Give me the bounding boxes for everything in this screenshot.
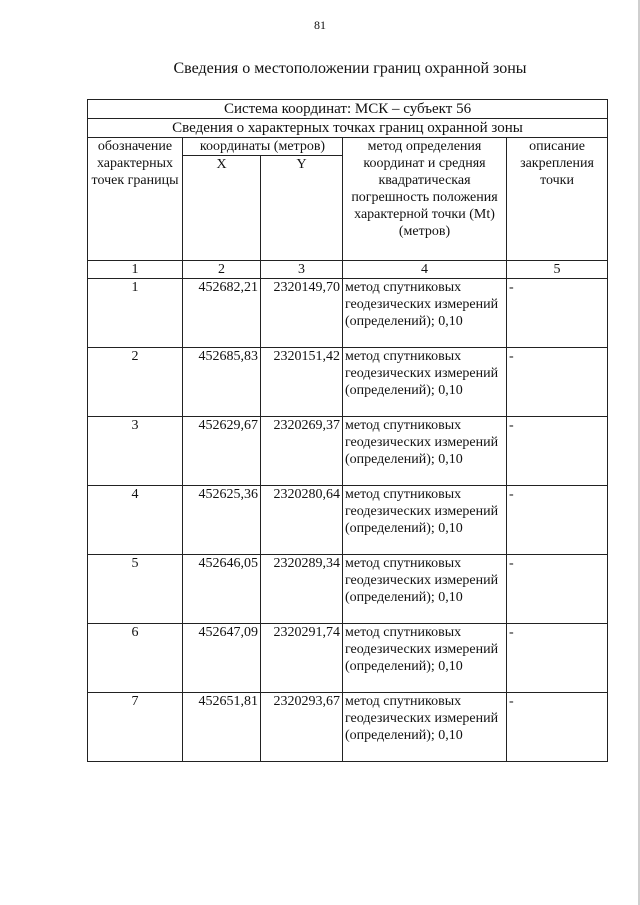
method-value: метод спутниковых геодезических измерений (определений); 0,10 — [343, 486, 507, 555]
method-value: метод спутниковых геодезических измерений (определений); 0,10 — [343, 348, 507, 417]
point-number: 6 — [88, 624, 183, 693]
document-title: Сведения о местоположении границ охранной зоны — [173, 60, 527, 77]
description-value: - — [507, 279, 608, 348]
column-number: 1 — [88, 261, 183, 279]
description-value: - — [507, 624, 608, 693]
x-value: 452646,05 — [183, 555, 261, 624]
column-number: 3 — [261, 261, 343, 279]
y-value: 2320289,34 — [261, 555, 343, 624]
designation-header: обозначение характерных точек границы — [88, 138, 183, 261]
points-info-row — [88, 119, 608, 138]
column-number-row — [88, 261, 608, 279]
description-value: - — [507, 417, 608, 486]
description-value: - — [507, 693, 608, 762]
x-value: 452625,36 — [183, 486, 261, 555]
boundary-points-table — [87, 99, 608, 762]
y-value: 2320269,37 — [261, 417, 343, 486]
description-value: - — [507, 555, 608, 624]
method-header: метод определения координат и средняя квадратическая погрешность положения характерной точки (Mt) (метров) — [343, 138, 507, 261]
column-number: 5 — [507, 261, 608, 279]
coordinates-header: координаты (метров) — [183, 138, 343, 156]
column-number: 4 — [343, 261, 507, 279]
page-number: 81 — [314, 18, 326, 32]
point-number: 5 — [88, 555, 183, 624]
method-value: метод спутниковых геодезических измерений (определений); 0,10 — [343, 624, 507, 693]
point-number: 1 — [88, 279, 183, 348]
description-value: - — [507, 486, 608, 555]
point-number: 4 — [88, 486, 183, 555]
x-header: X — [183, 156, 261, 261]
y-value: 2320293,67 — [261, 693, 343, 762]
x-value: 452682,21 — [183, 279, 261, 348]
point-number: 2 — [88, 348, 183, 417]
header-row — [88, 138, 608, 156]
method-value: метод спутниковых геодезических измерений (определений); 0,10 — [343, 417, 507, 486]
description-header: описание закрепления точки — [507, 138, 608, 261]
y-value: 2320280,64 — [261, 486, 343, 555]
x-value: 452685,83 — [183, 348, 261, 417]
column-number: 2 — [183, 261, 261, 279]
table-row — [88, 486, 608, 555]
method-value: метод спутниковых геодезических измерений (определений); 0,10 — [343, 693, 507, 762]
method-value: метод спутниковых геодезических измерений (определений); 0,10 — [343, 555, 507, 624]
points-info-label: Сведения о характерных точках границ охранной зоны — [88, 119, 608, 138]
point-number: 7 — [88, 693, 183, 762]
table-row — [88, 279, 608, 348]
y-value: 2320291,74 — [261, 624, 343, 693]
y-value: 2320149,70 — [261, 279, 343, 348]
y-value: 2320151,42 — [261, 348, 343, 417]
table-row — [88, 555, 608, 624]
table-row — [88, 348, 608, 417]
point-number: 3 — [88, 417, 183, 486]
table-row — [88, 693, 608, 762]
y-header: Y — [261, 156, 343, 261]
method-value: метод спутниковых геодезических измерений (определений); 0,10 — [343, 279, 507, 348]
table-row — [88, 624, 608, 693]
x-value: 452647,09 — [183, 624, 261, 693]
x-value: 452651,81 — [183, 693, 261, 762]
description-value: - — [507, 348, 608, 417]
coordinate-system-row — [88, 100, 608, 119]
table-row — [88, 417, 608, 486]
x-value: 452629,67 — [183, 417, 261, 486]
coordinate-system-label: Система координат: МСК – субъект 56 — [88, 100, 608, 119]
